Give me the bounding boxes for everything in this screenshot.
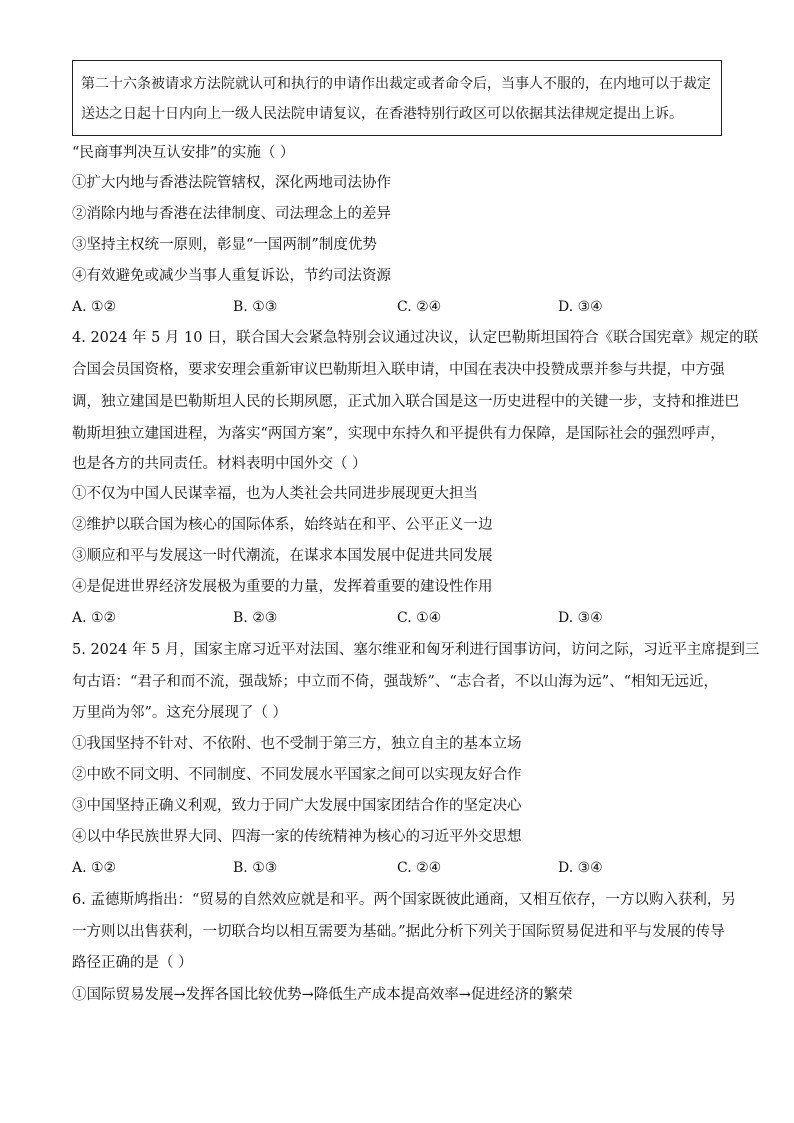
q4-option-a: A. ①② [72,610,117,626]
q4-item-1: ①不仅为中国人民谋幸福，也为人类社会共同进步展现更大担当 [72,486,478,502]
q4-option-c: C. ①④ [397,610,442,626]
q6-line-2: 一方则以出售获利，一切联合均以相互需要为基础。”据此分析下列关于国际贸易促进和平与发展的传导 [72,924,725,940]
q6-line-1: 6. 孟德斯鸠指出：“贸易的自然效应就是和平。两个国家既彼此通商，又相互依存，一方以购入获利，另 [72,892,736,908]
q3-option-b: B. ①③ [233,299,278,315]
q5-line-3: 万里尚为邻”。这充分展现了（ ） [72,705,288,721]
q3-option-a: A. ①② [72,299,117,315]
q3-item-2: ②消除内地与香港在法律制度、司法理念上的差异 [72,206,391,222]
q4-option-d: D. ③④ [558,610,603,626]
q3-stem: “民商事判决互认安排”的实施（ ） [72,145,295,161]
q3-option-c: C. ②④ [397,299,442,315]
q3-option-d: D. ③④ [558,299,603,315]
q4-item-3: ③顺应和平与发展这一时代潮流，在谋求本国发展中促进共同发展 [72,548,493,564]
law-excerpt-box [72,60,722,136]
law-excerpt-line-1: 第二十六条被请求方法院就认可和执行的申请作出裁定或者命令后，当事人不服的，在内地可以于裁定 [81,76,711,92]
q5-option-b: B. ①③ [233,860,278,876]
q3-item-1: ①扩大内地与香港法院管辖权，深化两地司法协作 [72,175,391,191]
q6-line-3: 路径正确的是（ ） [72,955,193,971]
q3-item-4: ④有效避免或减少当事人重复诉讼，节约司法资源 [72,268,391,284]
q4-line-5: 也是各方的共同责任。材料表明中国外交（ ） [72,456,367,472]
q4-item-2: ②维护以联合国为核心的国际体系，始终站在和平、公平正义一边 [72,517,493,533]
q5-option-c: C. ②④ [397,860,442,876]
q5-item-4: ④以中华民族世界大同、四海一家的传统精神为核心的习近平外交思想 [72,829,522,845]
q5-item-3: ③中国坚持正确义利观，致力于同广大发展中国家团结合作的坚定决心 [72,798,522,814]
q4-line-4: 勒斯坦独立建国进程，为落实“两国方案”，实现中东持久和平提供有力保障，是国际社会的强烈呼声， [72,426,725,442]
q4-line-3: 调，独立建国是巴勒斯坦人民的长期夙愿，正式加入联合国是这一历史进程中的关键一步，支持和推进巴 [72,394,739,410]
q5-item-1: ①我国坚持不针对、不依附、也不受制于第三方，独立自主的基本立场 [72,736,522,752]
q5-line-1: 5. 2024 年 5 月，国家主席习近平对法国、塞尔维亚和匈牙利进行国事访问，访问之际，习近平主席提到三 [72,642,760,658]
q5-option-a: A. ①② [72,860,117,876]
q5-line-2: 句古语：“君子和而不流，强哉矫；中立而不倚，强哉矫”、“志合者，不以山海为远”、“相知无远近， [72,674,719,690]
q5-item-2: ②中欧不同文明、不同制度、不同发展水平国家之间可以实现友好合作 [72,767,522,783]
q4-item-4: ④是促进世界经济发展极为重要的力量，发挥着重要的建设性作用 [72,579,493,595]
q4-line-1: 4. 2024 年 5 月 10 日，联合国大会紧急特别会议通过决议，认定巴勒斯坦国符合《联合国宪章》规定的联 [72,330,759,346]
q6-item-1: ①国际贸易发展→发挥各国比较优势→降低生产成本提高效率→促进经济的繁荣 [72,987,573,1003]
q5-option-d: D. ③④ [558,860,603,876]
q4-line-2: 合国会员国资格，要求安理会重新审议巴勒斯坦入联申请，中国在表决中投赞成票并参与共提，中方强 [72,362,725,378]
q3-item-3: ③坚持主权统一原则，彰显“一国两制”制度优势 [72,237,377,253]
law-excerpt-line-2: 送达之日起十日内向上一级人民法院申请复议，在香港特别行政区可以依据其法律规定提出上诉。 [81,106,683,122]
q4-option-b: B. ②③ [233,610,278,626]
